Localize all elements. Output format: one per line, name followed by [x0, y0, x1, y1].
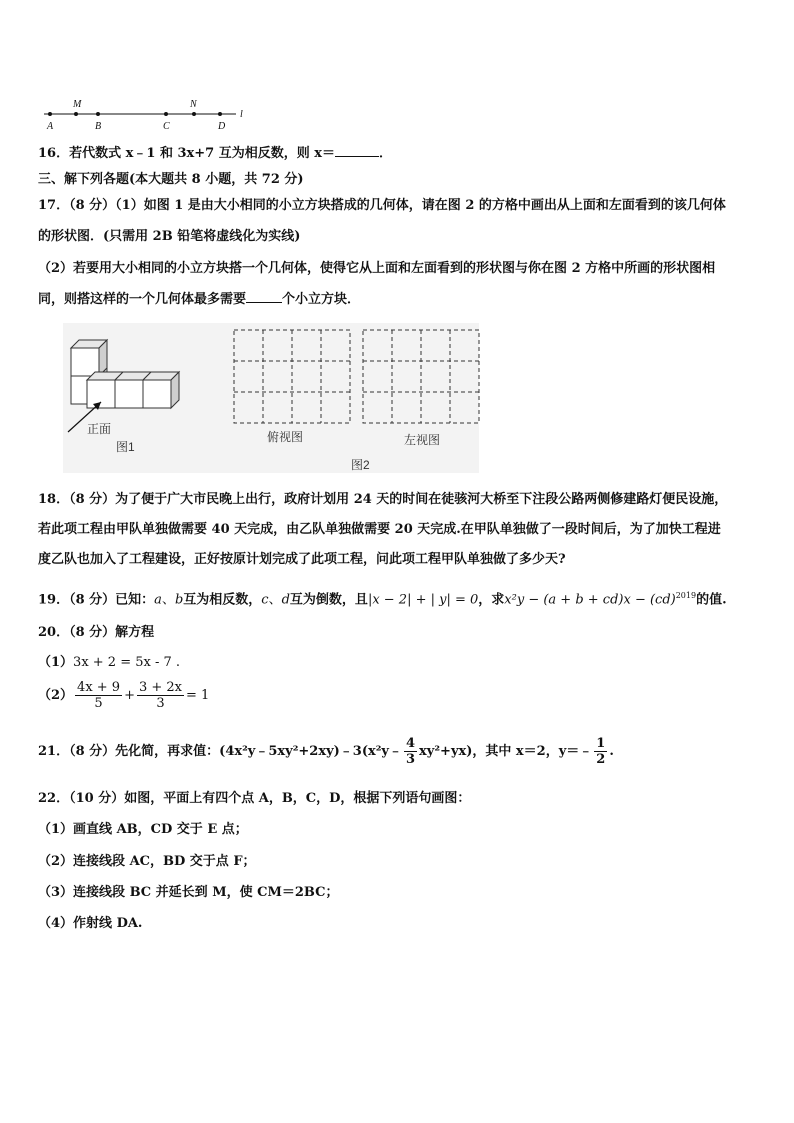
- q20-part2: （2） $\frac{4x + 9}{5}$ + $\frac{3 + 2x}{3}$ = 1: [38, 680, 210, 711]
- fraction: $\frac{4}{3}$: [406, 736, 416, 767]
- q17-line3: （2）若要用大小相同的小立方块搭一个几何体，使得它从上面和左面看到的形状图与你在图 2 方格中所画的形状图相: [38, 261, 716, 276]
- line-label-l: l: [240, 109, 243, 120]
- q22-step2: （2）连接线段 AC，BD 交于点 F；: [38, 854, 256, 869]
- question-21: 21．（8 分）先化简，再求值：(4x²y﹣5xy²+2xy)﹣3(x²y﹣ $\frac{4}{3}$ xy²+yx)，其中 x＝2，y＝﹣ $\frac{1}{2}$ .: [38, 736, 614, 767]
- q20-part1: （1）3x + 2 = 5x - 7 .: [38, 655, 181, 670]
- question-19: 19．（8 分）已知：a、b互为相反数，c、d互为倒数，且|x − 2| + | y| = 0，求x²y − (a + b + cd)x − (cd)$^{2019}$的值.: [38, 591, 727, 608]
- point-label-a: A: [47, 121, 54, 132]
- top-view-caption: 俯视图: [267, 430, 304, 444]
- point-label-b: B: [95, 121, 102, 132]
- fraction: $\frac{4x + 9}{5}$: [77, 680, 121, 711]
- front-label: 正面: [87, 422, 112, 436]
- point-label-n: N: [190, 99, 197, 110]
- q20-title: 20．（8 分）解方程: [38, 625, 155, 640]
- left-view-caption: 左视图: [404, 433, 441, 447]
- fig2-caption: 图2: [351, 458, 370, 472]
- point-label-m: M: [73, 99, 82, 110]
- q17-line2: 的形状图．(只需用 2B 铅笔将虚线化为实线): [38, 229, 301, 244]
- q22-line0: 22．（10 分）如图，平面上有四个点 A，B，C，D，根据下列语句画图：: [38, 791, 471, 806]
- cube-figure: [63, 330, 203, 440]
- q18-line2: 若此项工程由甲队单独做需要 40 天完成，由乙队单独做需要 20 天完成.在甲队单独做了一段时间后，为了加快工程进: [38, 522, 721, 537]
- fraction: $\frac{1}{2}$: [596, 736, 606, 767]
- section-heading: 三、解下列各题(本大题共 8 小题，共 72 分): [38, 172, 304, 187]
- question-16: 16．若代数式 x﹣1 和 3x+7 互为相反数，则 x＝ ．: [38, 146, 393, 161]
- point-label-d: D: [218, 121, 226, 132]
- point-label-c: C: [163, 121, 170, 132]
- top-view-grid: [233, 329, 351, 424]
- q22-step1: （1）画直线 AB，CD 交于 E 点；: [38, 822, 248, 837]
- q22-step4: （4）作射线 DA.: [38, 916, 143, 931]
- fraction: $\frac{3 + 2x}{3}$: [138, 680, 183, 711]
- q18-line3: 度乙队也加入了工程建设，正好按原计划完成了此项工程，问此项工程甲队单独做了多少天?: [38, 552, 566, 567]
- q18-line1: 18．（8 分）为了便于广大市民晚上出行，政府计划用 24 天的时间在徒骇河大桥至下注段公路两侧修建路灯便民设施，: [38, 492, 728, 507]
- answer-blank: [246, 302, 282, 303]
- answer-blank: [335, 156, 379, 157]
- q22-step3: （3）连接线段 BC 并延长到 M，使 CM＝2BC；: [38, 885, 339, 900]
- left-view-grid: [362, 329, 480, 424]
- fig1-caption: 图1: [116, 440, 135, 454]
- q17-line1: 17．（8 分）（1）如图 1 是由大小相同的小立方块搭成的几何体，请在图 2 的方格中画出从上面和左面看到的该几何体: [38, 198, 726, 213]
- q17-line4: 同，则搭这样的一个几何体最多需要 个小立方块．: [38, 292, 361, 307]
